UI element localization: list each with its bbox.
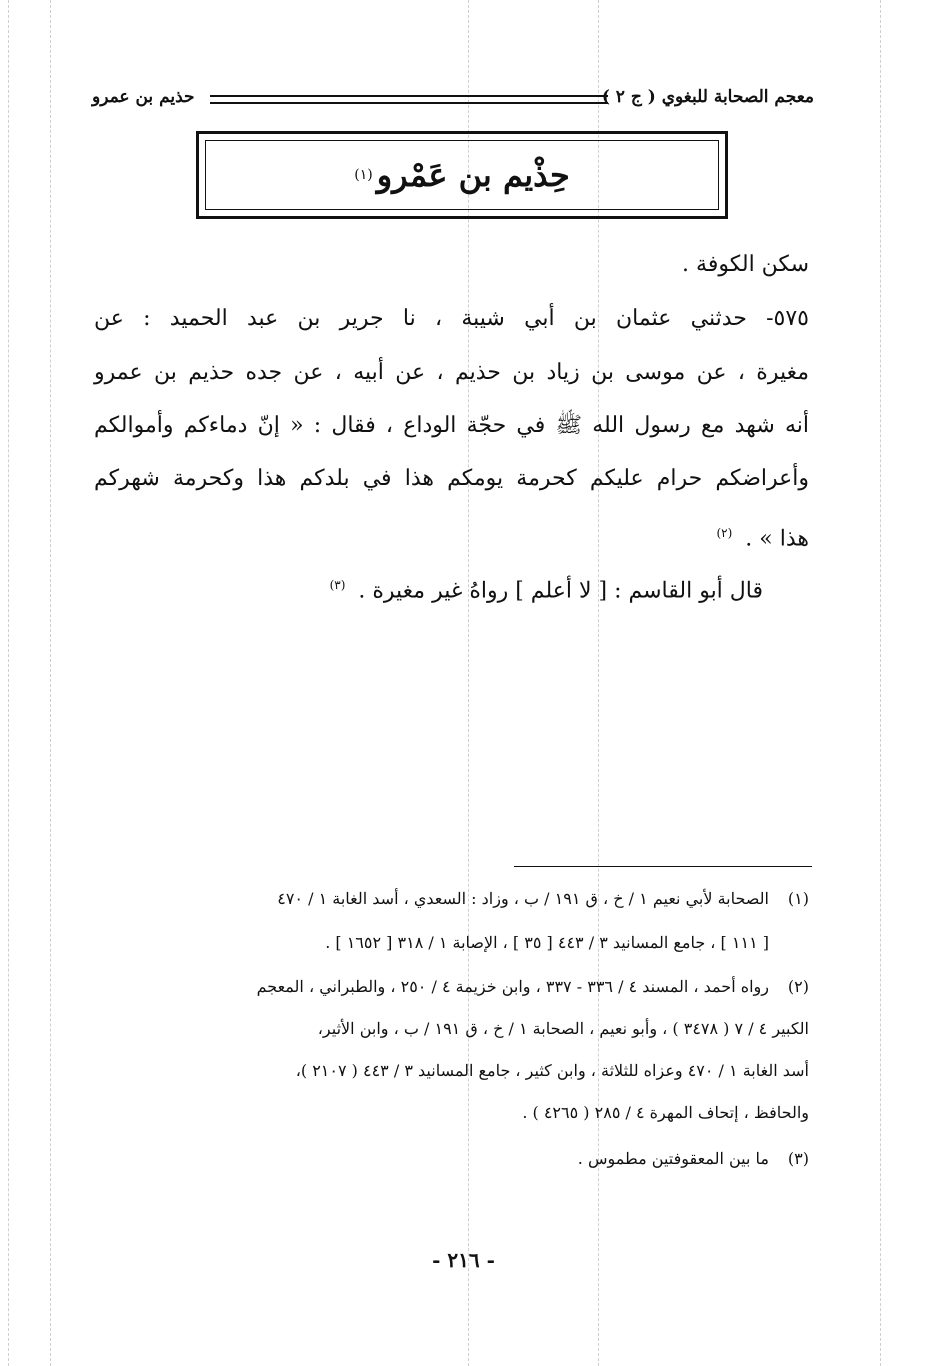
text-line	[324, 568, 763, 608]
book-title: معجم الصحابة للبغوي ( ج ٢ )	[601, 87, 814, 107]
text-line: سكن الكوفة .	[682, 252, 809, 277]
text-line: ٥٧٥- حدثني عثمان بن أبي شيبة ، نا جرير بن عبد الحميد : عن	[94, 306, 809, 331]
entry-title: حِذْيم بن عَمْرو	[376, 156, 570, 194]
running-header	[92, 84, 814, 114]
text-line-content: قال أبو القاسم : [ لا أعلم ] رواهُ غير مغيرة .	[358, 578, 763, 604]
scan-guide-line	[50, 0, 51, 1366]
entry-title-box	[196, 131, 728, 219]
footnote-marker: (٢)	[716, 526, 733, 540]
text-line-content: هذا » .	[745, 526, 809, 552]
text-line: أنه شهد مع رسول الله ﷺ في حجّة الوداع ، فقال : « إنّ دماءكم وأموالكم	[94, 413, 809, 438]
entry-title-frame	[205, 140, 719, 210]
header-rule	[210, 95, 608, 104]
footnote-number: (٣)	[787, 1149, 809, 1168]
footnote-line: الصحابة لأبي نعيم ١ / خ ، ق ١٩١ / ب ، وزاد : السعدي ، أسد الغابة ١ / ٤٧٠	[277, 889, 769, 908]
text-line: وأعراضكم حرام عليكم كحرمة يومكم هذا في بلدكم هذا وكحرمة شهركم	[94, 466, 809, 491]
footnote-number: (٢)	[787, 977, 809, 996]
entry-name: حذيم بن عمرو	[92, 87, 195, 107]
scan-guide-line	[8, 0, 9, 1366]
footnote-line: [ ١١١ ] ، جامع المسانيد ٣ / ٤٤٣ [ ٣٥ ] ، الإصابة ١ / ٣١٨ [ ١٦٥٢ ] .	[325, 933, 769, 952]
footnote-number: (١)	[787, 889, 809, 908]
footnote-line: أسد الغابة ١ / ٤٧٠ وعزاه للثلاثة ، وابن كثير ، جامع المسانيد ٣ / ٤٤٣ ( ٢١٠٧ )،	[295, 1061, 809, 1080]
footnote-separator	[514, 866, 812, 867]
text-line	[710, 516, 809, 556]
footnote-line: والحافظ ، إتحاف المهرة ٤ / ٢٨٥ ( ٤٢٦٥ ) .	[522, 1103, 809, 1122]
footnote-line: رواه أحمد ، المسند ٤ / ٣٣٦ - ٣٣٧ ، وابن خزيمة ٤ / ٢٥٠ ، والطبراني ، المعجم	[256, 977, 769, 996]
footnote-line: ما بين المعقوفتين مطموس .	[577, 1149, 769, 1168]
footnote-line: الكبير ٤ / ٧ ( ٣٤٧٨ ) ، وأبو نعيم ، الصحابة ١ / خ ، ق ١٩١ / ب ، وابن الأثير،	[317, 1019, 809, 1038]
scan-guide-line	[880, 0, 881, 1366]
footnote-marker: (٣)	[329, 578, 346, 592]
page-number: - ٢١٦ -	[432, 1248, 495, 1272]
text-line: مغيرة ، عن موسى بن زياد بن حذيم ، عن أبيه ، عن جده حذيم بن عمرو	[94, 360, 809, 385]
footnote-marker: (١)	[354, 167, 373, 183]
